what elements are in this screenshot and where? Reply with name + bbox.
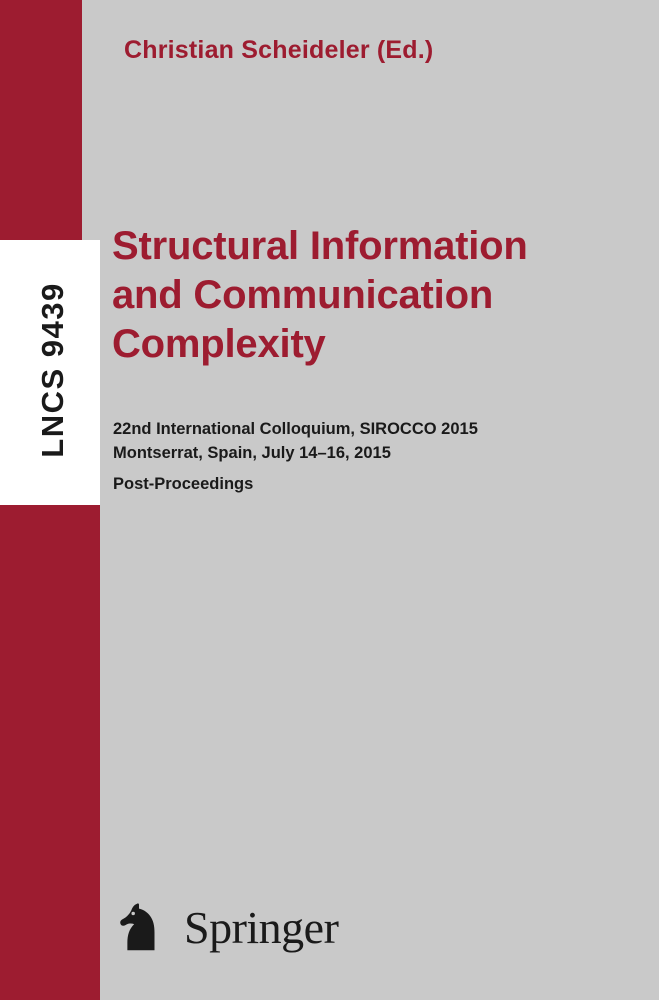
subtitle-block — [113, 418, 633, 497]
editor-line — [124, 36, 433, 65]
red-accent-band-bottom — [0, 505, 100, 1000]
red-accent-band-top — [0, 0, 82, 240]
editor-role: (Ed.) — [376, 36, 434, 64]
page-title — [112, 222, 642, 368]
subtitle-line-1: 22nd International Colloquium, SIROCCO 2015 — [113, 420, 478, 438]
subtitle-line-3: Post-Proceedings — [113, 474, 254, 493]
cover-background-panel — [100, 0, 659, 1000]
title-line-2: and Communication — [112, 272, 494, 317]
series-badge — [0, 240, 100, 505]
publisher-name: Springer — [184, 901, 339, 953]
title-line-1: Structural Information — [112, 224, 528, 268]
title-line-3: Complexity — [112, 321, 326, 366]
publisher-block — [108, 896, 338, 958]
springer-knight-icon — [108, 896, 170, 958]
editor-name: Christian Scheideler — [124, 36, 370, 64]
subtitle-line-2: Montserrat, Spain, July 14–16, 2015 — [113, 443, 391, 462]
subtitle-spacer — [113, 466, 633, 473]
series-label: LNCS 9439 — [35, 282, 70, 458]
